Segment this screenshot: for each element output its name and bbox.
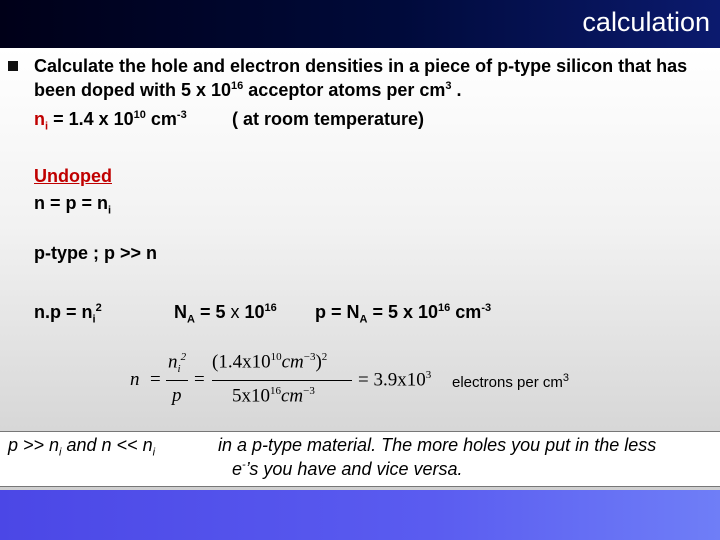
- bullet-icon: [8, 61, 18, 71]
- conclusion-lead: $p >> n_i$ and $n << n_i$: [8, 435, 156, 459]
- conclusion-line-1: in a p-type material. The more holes you put in the less: [218, 435, 657, 455]
- undoped-heading: Undoped: [34, 166, 112, 186]
- electron-density-formula: [128, 350, 448, 412]
- formula-equals-2: =: [194, 369, 205, 390]
- undoped-equation: $n = p = n_i$: [34, 193, 112, 217]
- conclusion-line-2: e-’s you have and vice versa.: [232, 459, 463, 479]
- acceptor-density: $N_A = 5$ x $10^{16}$: [174, 302, 277, 326]
- fraction-bar-1: [166, 380, 188, 381]
- slide-title: calculation: [582, 7, 710, 37]
- intrinsic-density: $n_i = 1.4$ x $10^{10}$ $cm^{-3}$: [34, 109, 187, 133]
- ptype-condition: p-type ; p >> n: [34, 243, 158, 263]
- formula-numerator-2: $(1.4x10^{10}cm^{-3})^2$: [212, 351, 328, 373]
- formula-equals: =: [150, 369, 161, 390]
- mass-action-law: $n.p = n_i^2$: [34, 302, 102, 326]
- problem-line-2: been doped with 5 x $10^{16}$ acceptor atoms per $cm^3$ .: [34, 80, 462, 100]
- fraction-bar-2: [212, 380, 352, 381]
- problem-line-1: Calculate the hole and electron densities in a piece of p-type silicon that has: [34, 56, 688, 76]
- hole-density: $p = N_A = 5$ x $10^{16}$ $cm^{-3}$: [315, 302, 492, 326]
- formula-n: n: [130, 369, 140, 390]
- room-temperature-note: ( at room temperature): [232, 109, 425, 129]
- formula-numerator-1: $n_i^2$: [168, 351, 187, 376]
- formula-result: = $3.9x10^3$: [358, 369, 432, 391]
- formula-units: electrons per $cm^3$: [452, 372, 569, 391]
- formula-denominator-1: p: [172, 385, 182, 406]
- footer-bar: [0, 490, 720, 540]
- formula-denominator-2: $5x10^{16}cm^{-3}$: [232, 385, 315, 407]
- title-bar: [0, 0, 720, 48]
